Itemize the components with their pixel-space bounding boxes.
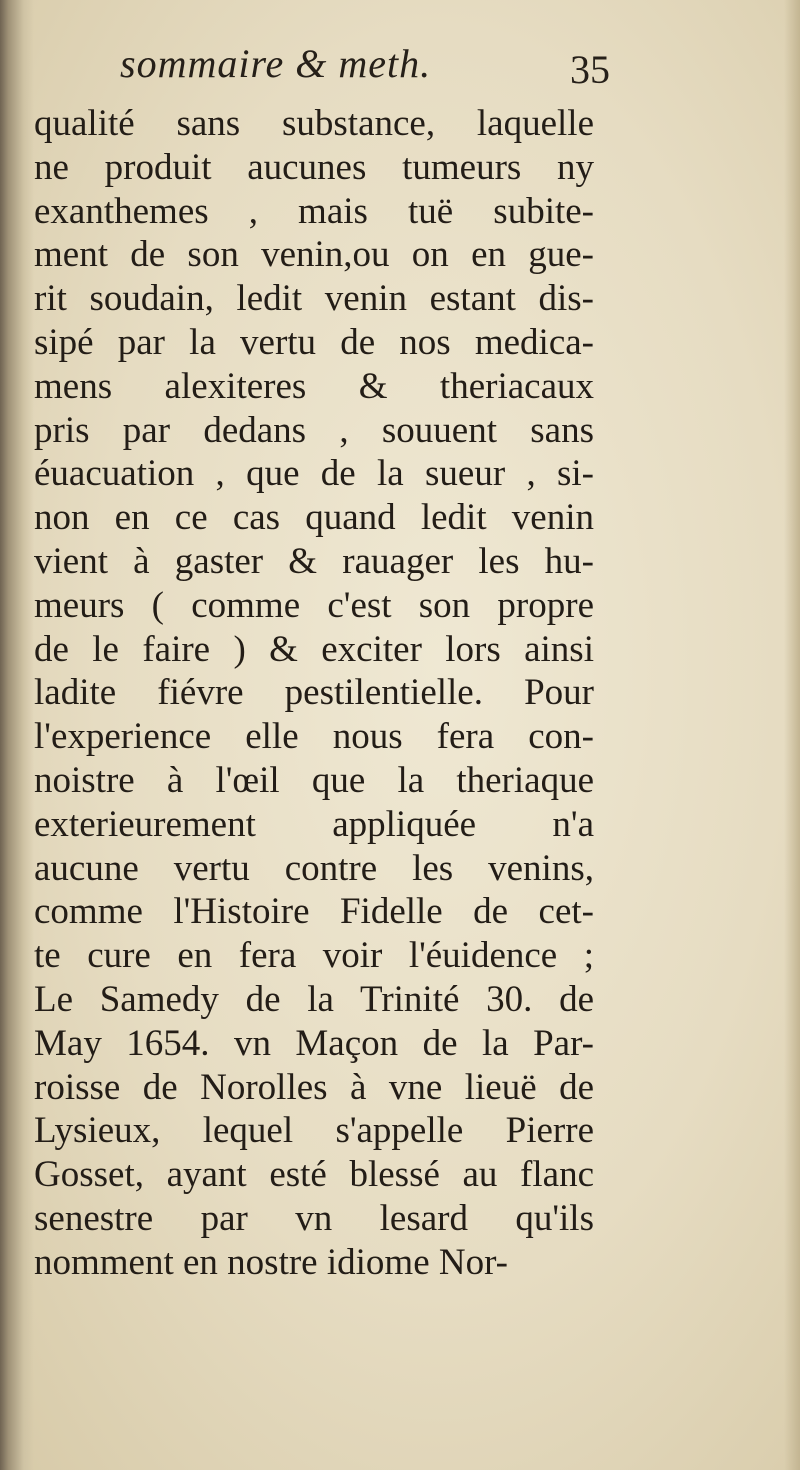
text-line: ment de son venin,ou on en gue-	[34, 234, 594, 276]
text-line: Lysieux, lequel s'appelle Pierre	[34, 1110, 594, 1152]
text-line: rit soudain, ledit venin estant dis-	[34, 278, 594, 320]
page-header	[110, 40, 610, 102]
text-line: noistre à l'œil que la theriaque	[34, 759, 594, 801]
text-line: meurs ( comme c'est son propre	[34, 584, 594, 626]
text-line: l'experience elle nous fera con-	[34, 716, 594, 758]
text-line: mens alexiteres & theriacaux	[34, 365, 594, 407]
text-line: vient à gaster & rauager les hu-	[34, 540, 594, 582]
text-line: ne produit aucunes tumeurs ny	[34, 146, 594, 188]
text-line: qualité sans substance, laquelle	[34, 103, 594, 144]
text-line: de le faire ) & exciter lors ainsi	[34, 628, 594, 670]
text-line: non en ce cas quand ledit venin	[34, 497, 594, 539]
text-line: Gosset, ayant esté blessé au flanc	[34, 1154, 594, 1196]
text-line: exterieurement appliquée n'a	[34, 803, 594, 845]
text-line: nomment en nostre idiome Nor-	[34, 1241, 508, 1283]
text-line: Le Samedy de la Trinité 30. de	[34, 978, 594, 1020]
text-line: aucune vertu contre les venins,	[34, 847, 594, 889]
text-line: ladite fiévre pestilentielle. Pour	[34, 672, 594, 714]
text-line: sipé par la vertu de nos medica-	[34, 321, 594, 363]
running-title: sommaire & meth.	[120, 41, 432, 86]
body-text	[34, 102, 594, 1285]
page-number: 35	[570, 47, 610, 92]
text-line: pris par dedans , souuent sans	[34, 409, 594, 451]
gutter-shadow	[0, 0, 34, 1470]
text-line: exanthemes , mais tuë subite-	[34, 190, 594, 232]
text-line: éuacuation , que de la sueur , si-	[34, 453, 594, 495]
text-line: roisse de Norolles à vne lieuë de	[34, 1066, 594, 1108]
text-line: May 1654. vn Maçon de la Par-	[34, 1022, 594, 1064]
text-line: te cure en fera voir l'éuidence ;	[34, 935, 594, 977]
page-edge	[784, 0, 800, 1470]
text-line: senestre par vn lesard qu'ils	[34, 1197, 594, 1239]
text-line: comme l'Histoire Fidelle de cet-	[34, 891, 594, 933]
